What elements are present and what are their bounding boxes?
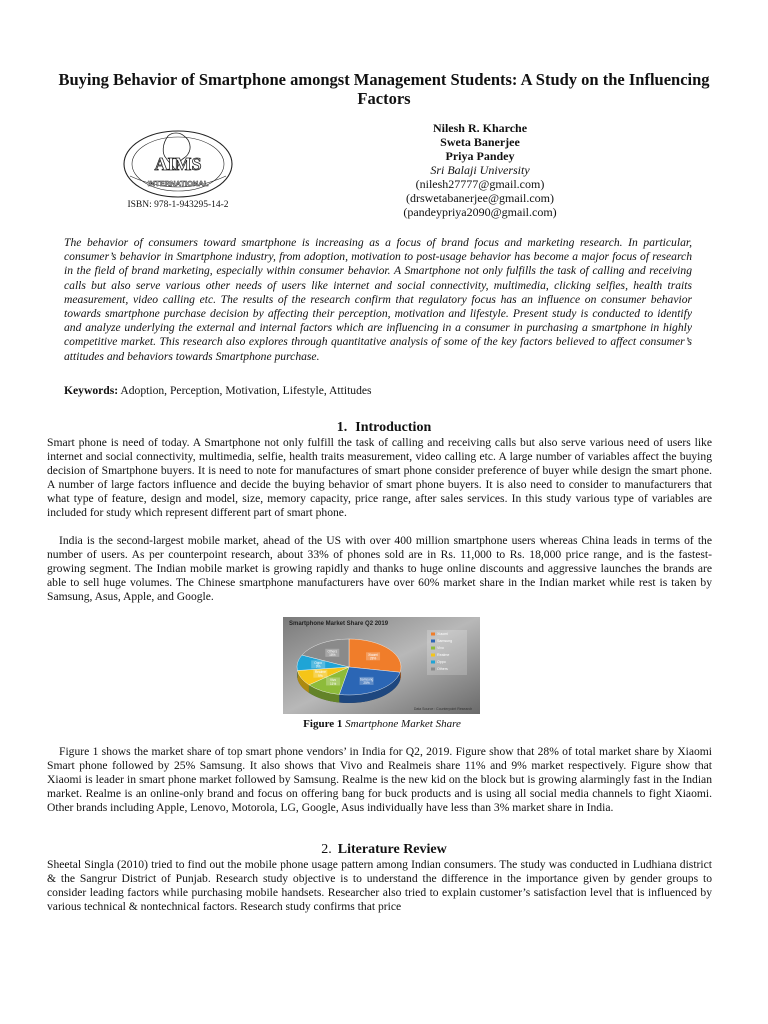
slice-data-label: Samsung	[359, 677, 374, 682]
section-heading-introduction	[0, 420, 768, 436]
keywords	[64, 384, 692, 397]
paper-title: Buying Behavior of Smartphone amongst Management Students: A Study on the Influencing Factors	[58, 70, 710, 108]
legend-label: Oppo	[437, 660, 446, 664]
slice-data-label: 25%	[363, 681, 370, 686]
keywords-label: Keywords:	[64, 384, 119, 397]
chart-source: Data Source : Counterpoint Research	[413, 707, 473, 711]
slice-data-label: 9%	[315, 664, 321, 669]
figure-1-chart	[283, 617, 480, 714]
legend-label: Others	[437, 667, 448, 671]
section-number: 2.	[321, 842, 332, 857]
slice-data-label: Realme	[314, 670, 326, 675]
author-name: Priya Pandey	[445, 149, 515, 163]
aims-logo	[120, 128, 236, 206]
legend-label: Samsung	[437, 639, 453, 643]
legend-swatch	[431, 640, 435, 643]
legend-label: Vivo	[437, 646, 444, 650]
figure-label: Figure 1	[303, 718, 343, 730]
intro-paragraph-3: Figure 1 shows the market share of top smart phone vendors’ in India for Q2, 2019. Figure show that 28% of total market share by Xiaomi Smart phone followed by 25% Samsung. It also shows that Vivo and Realmeis share 11% and 9% market respectively. Figure show that Xiaomi is leader in smart phone market followed by Samsung. Realme is the new kid on the block but is growing alarmingly fast in the Indian market. Realme is an online-only brand and focus on offering bang for buck products and is using all social media channels to fight Xiaomi. Other brands including Apple, Lenovo, Motorola, LG, Google, Asus individually have less than 3% market share in India.	[47, 745, 712, 815]
author-email: (pandeypriya2090@gmail.com)	[403, 205, 557, 219]
svg-text:AIMS: AIMS	[154, 154, 202, 174]
legend-swatch	[431, 647, 435, 650]
keywords-text: Adoption, Perception, Motivation, Lifestyle, Attitudes	[120, 384, 372, 397]
author-email: (nilesh27777@gmail.com)	[415, 177, 545, 191]
literature-paragraph-1: Sheetal Singla (2010) tried to find out the mobile phone usage pattern among Indian consumers. The study was conducted in Ludhiana district & the Sangrur District of Punjab. Research study objective is to understand the difference in the importance given by gender groups to consider leading factors while purchasing mobile handsets. Researcher also tried to explain customer’s satisfaction level that is influenced by various technical & nontechnical factors. Research study confirms that price	[47, 858, 712, 914]
figure-caption-text: Smartphone Market Share	[345, 718, 461, 730]
figure-caption	[240, 718, 524, 730]
legend-label: Realme	[437, 653, 450, 657]
abstract: The behavior of consumers toward smartphone is increasing as a focus of brand focus and marketing research. In particular, consumer’s behavior in Smartphone industry, from adoption, motivation to post-usage behavior has become a major focus of research in the field of brand marketing, especially within consumer behavior. A Smartphone not only fulfills the task of calling and receiving calls but also serve various other needs of users like internet and social connectivity, multimedia, clicking selfies, health traits measurement, video calling etc. The results of the research confirm that regulatory focus has an influence on consumer behavior towards smartphone purchase decision by affecting their perception, motivation and lifestyle. Present study is conducted to identify and analyze underlying the external and internal factors which are influencing in a consumer in purchasing a smartphone in highly competitive market. This research also explores through quantitative analysis of some of the key factors believed to affect consumer’s attitudes and behaviors towards Smartphone purchase.	[64, 236, 692, 363]
slice-data-label: Others	[327, 649, 338, 654]
isbn: ISBN: 978-1-943295-14-2	[127, 200, 229, 210]
slice-data-label: 9%	[318, 673, 323, 678]
slice-data-label: Vivo	[330, 677, 337, 682]
legend-label: Xiaomi	[437, 632, 448, 636]
author-block	[380, 121, 580, 219]
intro-paragraph-1: Smart phone is need of today. A Smartphone not only fulfill the task of calling and receiving calls but also serve various need of users like internet and social connectivity, multimedia, selfie, health traits measurement, video calling etc. A large number of variables affect the buying decision of Smartphone buyers. It is need to note for manufactures of smart phone consider preference of buyer while design the smart phone. A number of large factors influence and decide the buying behavior of smart phone buyers. It is also need to consider to manufacturers that what type of feature, design and model, size, memory capacity, price range, after sales services. In this study various type of variables are included for study which represent different part of smart phone.	[47, 436, 712, 520]
section-title: Literature Review	[337, 842, 447, 857]
section-title: Introduction	[355, 420, 432, 435]
author-email: (drswetabanerjee@gmail.com)	[406, 191, 554, 205]
chart-title: Smartphone Market Share Q2 2019	[289, 621, 389, 627]
slice-data-label: 18%	[329, 653, 336, 658]
section-number: 1.	[336, 420, 348, 435]
slice-data-label: 28%	[369, 656, 377, 661]
slice-data-label: 11%	[330, 681, 337, 686]
legend-swatch	[431, 654, 435, 657]
legend-swatch	[431, 633, 435, 636]
slice-data-label: Oppo	[314, 660, 323, 665]
legend-swatch	[431, 661, 435, 664]
section-heading-literature-review	[0, 842, 768, 858]
svg-text:INTERNATIONAL: INTERNATIONAL	[147, 179, 209, 188]
slice-data-label: Xiaomi	[368, 652, 378, 657]
author-name: Sweta Banerjee	[440, 135, 520, 149]
author-name: Nilesh R. Kharche	[432, 121, 528, 135]
legend-swatch	[431, 668, 435, 671]
intro-paragraph-2: India is the second-largest mobile market, ahead of the US with over 400 million smartphone users whereas China leads in terms of the number of users. As per counterpoint research, about 33% of phones sold are in Rs. 11,000 to Rs. 18,000 price range, and is the fastest-growing segment. The Indian mobile market is growing rapidly and thanks to huge online discounts and aggressive launches the brands are able to sell huge volumes. The Chinese smartphone manufacturers have over 60% market share in the Indian market while rest is taken by Samsung, Asus, Apple, and Google.	[47, 534, 712, 604]
affiliation: Sri Balaji University	[430, 163, 530, 177]
